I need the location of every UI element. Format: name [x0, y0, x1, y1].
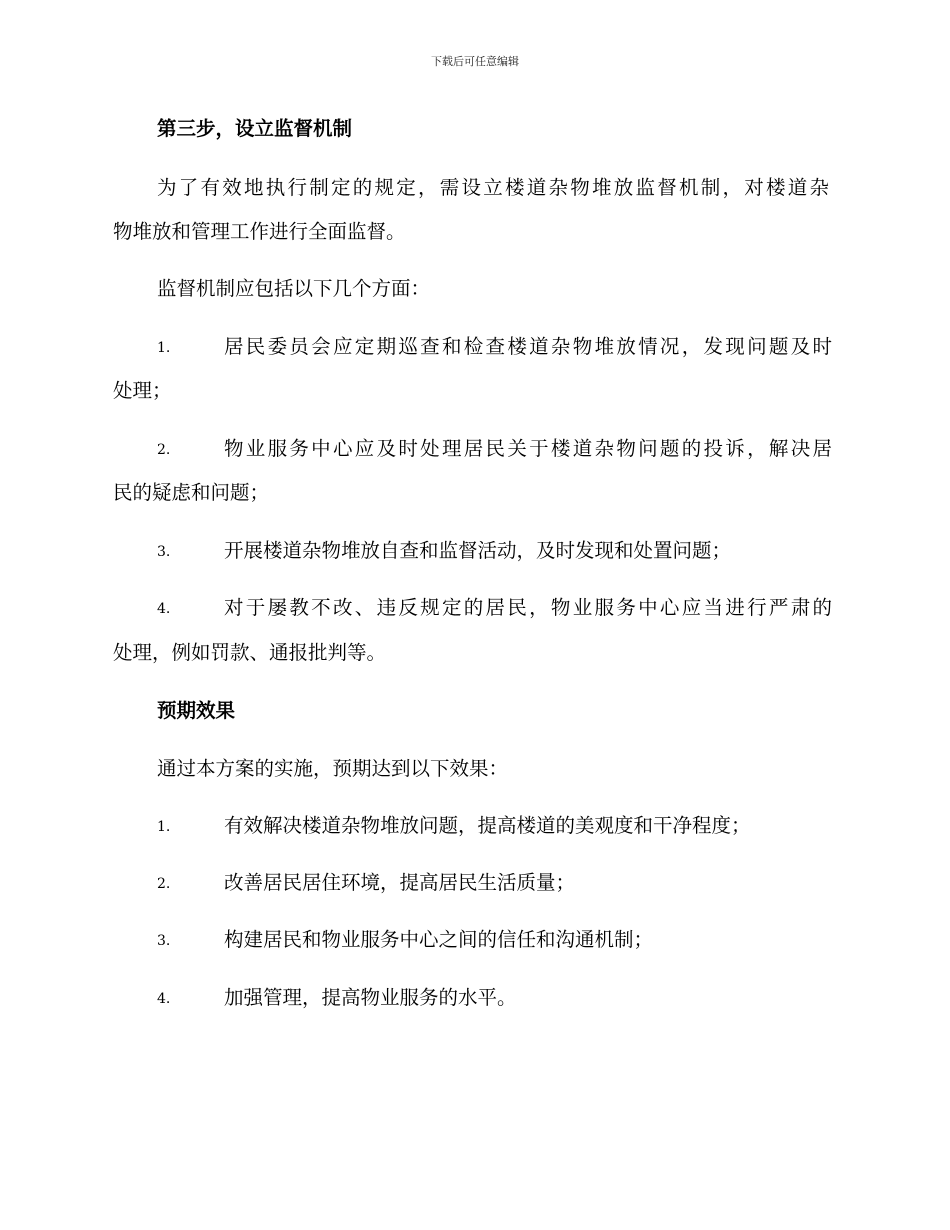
list-item-text: 构建居民和物业服务中心之间的信任和沟通机制；: [224, 928, 654, 951]
list-item-text: 居民委员会应定期巡查和检查楼道杂物堆放情况，发现问题及时: [224, 335, 832, 358]
list-item-text: 开展楼道杂物堆放自查和监督活动，及时发现和处置问题；: [224, 539, 732, 562]
list-item-number: 2.: [157, 876, 171, 892]
effects-lead: 通过本方案的实施，预期达到以下效果：: [157, 757, 509, 780]
supervision-intro-line1: 为了有效地执行制定的规定，需设立楼道杂物堆放监督机制，对楼道杂: [157, 176, 829, 199]
list-item-text: 物业服务中心应及时处理居民关于楼道杂物问题的投诉，解决居: [224, 437, 832, 460]
list-item-number: 4.: [157, 601, 171, 617]
list-item-continuation: 民的疑虑和问题；: [113, 481, 270, 504]
list-item-number: 1.: [157, 340, 171, 356]
list-item-number: 2.: [157, 442, 171, 458]
supervision-intro-line2: 物堆放和管理工作进行全面监督。: [113, 220, 406, 243]
list-item-continuation: 处理，例如罚款、通报批判等。: [113, 641, 387, 664]
list-item-text: 加强管理，提高物业服务的水平。: [224, 986, 517, 1009]
section-heading-supervision: 第三步，设立监督机制: [157, 117, 353, 140]
list-item-continuation: 处理；: [113, 379, 172, 402]
list-item-number: 3.: [157, 544, 171, 560]
list-item-text: 对于屡教不改、违反规定的居民，物业服务中心应当进行严肃的: [224, 596, 832, 619]
list-item-text: 改善居民居住环境，提高居民生活质量；: [224, 871, 576, 894]
page-header: 下载后可任意编辑: [431, 55, 519, 68]
supervision-lead: 监督机制应包括以下几个方面：: [157, 277, 431, 300]
section-heading-effects: 预期效果: [157, 699, 236, 722]
list-item-number: 1.: [157, 819, 171, 835]
list-item-number: 4.: [157, 991, 171, 1007]
list-item-number: 3.: [157, 933, 171, 949]
list-item-text: 有效解决楼道杂物堆放问题，提高楼道的美观度和干净程度；: [224, 814, 751, 837]
